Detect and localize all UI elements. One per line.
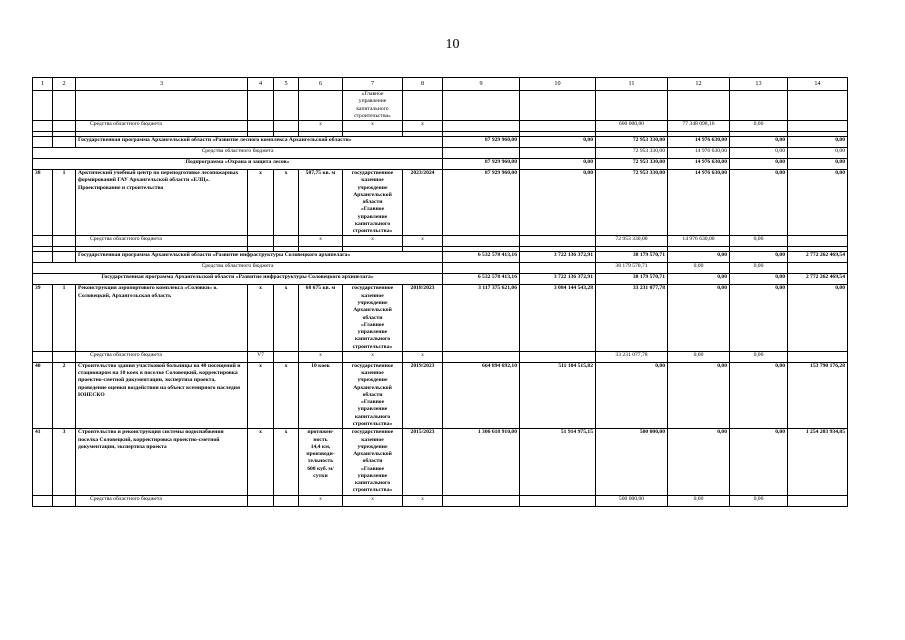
table-cell: х xyxy=(403,495,443,506)
table-cell: х xyxy=(299,351,343,362)
table-cell: 40 xyxy=(33,362,53,428)
table-cell: 587,75 кв. м xyxy=(299,170,343,236)
org-cell: государственное казенное учреждение Архангельской области «Главное управление капитального строительства» xyxy=(343,362,403,428)
table-cell: 51 914 975,15 xyxy=(520,429,596,495)
table-cell: х xyxy=(248,285,274,351)
table-cell xyxy=(443,351,520,362)
table-cell: Средства областного бюджета xyxy=(33,148,443,159)
header-row xyxy=(33,78,848,91)
table-cell: Средства областного бюджета xyxy=(76,121,248,132)
table-cell: 2 772 262 469,54 xyxy=(788,252,848,263)
table-cell xyxy=(33,91,53,121)
table-cell xyxy=(788,495,848,506)
table-cell: х xyxy=(274,170,299,236)
table-cell: 38 179 570,71 xyxy=(596,274,668,285)
table-cell xyxy=(33,236,53,247)
table-cell: Государственная программа Архангельской области «Развитие инфраструктуры Соловецкого архипелага» xyxy=(33,274,443,285)
table-cell xyxy=(443,121,520,132)
table-cell: 0,00 xyxy=(788,148,848,159)
table-cell xyxy=(53,137,76,148)
table-cell xyxy=(443,91,520,121)
col-header: 6 xyxy=(299,78,343,91)
table-cell xyxy=(33,351,53,362)
table-cell: 0,00 xyxy=(668,362,730,428)
col-header: 12 xyxy=(668,78,730,91)
table-cell: 0,00 xyxy=(730,263,788,274)
table-cell: 0,00 xyxy=(520,137,596,148)
table-cell xyxy=(76,91,248,121)
table-cell: 0,00 xyxy=(730,362,788,428)
table-cell: 41 xyxy=(33,429,53,495)
table-cell: 0,00 xyxy=(730,495,788,506)
col-header: 11 xyxy=(596,78,668,91)
table-cell: х xyxy=(299,121,343,132)
table-cell: 72 953 330,00 xyxy=(596,159,668,170)
table-cell xyxy=(403,91,443,121)
table-cell: 77 348 098,16 xyxy=(668,121,730,132)
table-cell: 0,00 xyxy=(730,148,788,159)
table-cell: 1 254 203 934,85 xyxy=(788,429,848,495)
table-row xyxy=(33,362,848,428)
table-cell: Средства областного бюджета xyxy=(76,236,248,247)
table-cell xyxy=(520,91,596,121)
table-cell: х xyxy=(343,351,403,362)
program-row xyxy=(33,137,848,148)
table-cell xyxy=(520,121,596,132)
table-cell xyxy=(668,91,730,121)
page-number: 10 xyxy=(445,37,460,52)
table-cell: 0,00 xyxy=(730,351,788,362)
table-cell: х xyxy=(403,236,443,247)
program-row xyxy=(33,274,848,285)
table-cell xyxy=(788,236,848,247)
table-cell: 0,00 xyxy=(730,236,788,247)
table-cell xyxy=(33,252,53,263)
table-cell: 0,00 xyxy=(788,159,848,170)
table-cell xyxy=(520,351,596,362)
table-cell xyxy=(53,236,76,247)
table-cell: 87 929 960,00 xyxy=(443,170,520,236)
table-cell: 3 117 375 621,06 xyxy=(443,285,520,351)
col-header: 13 xyxy=(730,78,788,91)
table-row xyxy=(33,429,848,495)
table-cell: Средства областного бюджета xyxy=(76,495,248,506)
table-cell: 38 xyxy=(33,170,53,236)
table-cell: 6 532 578 413,16 xyxy=(443,274,520,285)
table-cell xyxy=(274,495,299,506)
table-cell xyxy=(596,91,668,121)
table-cell: 0,00 xyxy=(668,285,730,351)
table-cell xyxy=(788,91,848,121)
col-header: 14 xyxy=(788,78,848,91)
table-cell: 0,00 xyxy=(520,159,596,170)
table-cell: 0,00 xyxy=(730,252,788,263)
table-cell xyxy=(520,495,596,506)
org-cell: государственное казенное учреждение Архангельской области «Главное управление капитального строительства» xyxy=(343,285,403,351)
table-cell xyxy=(274,91,299,121)
table-cell: 38 179 570,71 xyxy=(596,263,668,274)
table-cell: 0,00 xyxy=(788,285,848,351)
table-cell: 0,00 xyxy=(668,252,730,263)
table-cell xyxy=(53,495,76,506)
table-cell: 664 894 692,10 xyxy=(443,362,520,428)
table-cell: 511 104 515,82 xyxy=(520,362,596,428)
table-cell: 3 084 144 543,28 xyxy=(520,285,596,351)
table-cell: 0,00 xyxy=(596,362,668,428)
table-cell: 14 976 630,00 xyxy=(668,159,730,170)
table-cell xyxy=(443,495,520,506)
table-cell: 2018/2023 xyxy=(403,285,443,351)
table-cell: 2 xyxy=(53,362,76,428)
table-cell: 600 000,00 xyxy=(596,121,668,132)
table-cell xyxy=(299,91,343,121)
table-cell xyxy=(248,121,274,132)
table-cell: Строительство и реконструкция системы водоснабжения поселка Соловецкий, корректировка проектно-сметной документации, экспертиза проекта xyxy=(76,429,248,495)
table-cell: 38 179 570,71 xyxy=(596,252,668,263)
col-header: 3 xyxy=(76,78,248,91)
table-cell xyxy=(788,351,848,362)
table-cell: х xyxy=(248,362,274,428)
table-cell: 3 xyxy=(53,429,76,495)
table-cell: 2023/2024 xyxy=(403,170,443,236)
table-cell: 39 xyxy=(33,285,53,351)
program-row xyxy=(33,252,848,263)
source-row xyxy=(33,121,848,132)
table-cell: 72 953 330,00 xyxy=(596,148,668,159)
col-header: 10 xyxy=(520,78,596,91)
table-cell: Арктический учебный центр по переподготовке лесопожарных формирований ГАУ Архангельской области «ЕЛЦ». Проектирование и строительство xyxy=(76,170,248,236)
table-cell xyxy=(248,495,274,506)
table-cell: 3 722 136 372,91 xyxy=(520,252,596,263)
table-cell: Строительство здания участковой больницы на 40 посещений и стационаром на 10 коек в поселке Соловецкий, корректировка проектно-сметной документации, экспертиза проекта, проведение оценки воздействия на объект всемирного наследия ЮНЕСКО xyxy=(76,362,248,428)
table-cell: х xyxy=(274,429,299,495)
table-cell: 72 953 330,00 xyxy=(596,137,668,148)
table-cell xyxy=(33,495,53,506)
table-cell: Государственная программа Архангельской области «Развитие инфраструктуры Соловецкого архипелага» xyxy=(76,252,443,263)
budget-table xyxy=(32,77,848,507)
table-cell xyxy=(53,252,76,263)
table-cell: 2019/2023 xyxy=(403,362,443,428)
table-cell xyxy=(520,148,596,159)
table-cell xyxy=(788,263,848,274)
table-cell: х xyxy=(299,236,343,247)
org-cell: государственное казенное учреждение Архангельской области «Главное управление капитального строительства» xyxy=(343,170,403,236)
table-cell: 72 953 330,00 xyxy=(596,170,668,236)
table-cell: 153 790 176,28 xyxy=(788,362,848,428)
table-cell xyxy=(53,351,76,362)
table-cell: 0,00 xyxy=(730,285,788,351)
table-cell: 0,00 xyxy=(668,263,730,274)
table-cell: х xyxy=(299,495,343,506)
table-cell: 1 306 618 910,00 xyxy=(443,429,520,495)
source-row xyxy=(33,351,848,362)
table-cell: 0,00 xyxy=(730,137,788,148)
table-cell: Средства областного бюджета xyxy=(33,263,443,274)
col-header: 9 xyxy=(443,78,520,91)
subprogram-row xyxy=(33,159,848,170)
table-cell: х xyxy=(343,495,403,506)
source-row xyxy=(33,148,848,159)
table-cell xyxy=(53,91,76,121)
table-cell xyxy=(274,121,299,132)
col-header: 5 xyxy=(274,78,299,91)
table-cell: 1 xyxy=(53,170,76,236)
table-cell: х xyxy=(274,362,299,428)
table-cell: Подпрограмма «Охрана и защита лесов» xyxy=(33,159,443,170)
table-cell xyxy=(520,236,596,247)
col-header: 4 xyxy=(248,78,274,91)
org-cell: «Главное управление капитального строительства» xyxy=(343,91,403,121)
table-cell: 14 976 630,00 xyxy=(668,170,730,236)
table-cell: 87 929 960,00 xyxy=(443,159,520,170)
table-cell: 0,00 xyxy=(730,170,788,236)
table-cell: Государственная программа Архангельской области «Развитие лесного комплекса Архангельской области» xyxy=(76,137,443,148)
table-cell xyxy=(248,236,274,247)
org-cell: государственное казенное учреждение Архангельской области «Главное управление капитального строительства» xyxy=(343,429,403,495)
table-cell: 500 000,00 xyxy=(596,429,668,495)
table-cell: 0,00 xyxy=(730,429,788,495)
table-cell: х xyxy=(343,121,403,132)
table-row xyxy=(33,285,848,351)
table-cell: 33 231 077,78 xyxy=(596,285,668,351)
table-cell xyxy=(33,121,53,132)
table-cell: 500 000,00 xyxy=(596,495,668,506)
source-row xyxy=(33,495,848,506)
table-cell xyxy=(443,263,520,274)
table-cell xyxy=(788,121,848,132)
table-cell: 0,00 xyxy=(788,170,848,236)
col-header: 1 xyxy=(33,78,53,91)
table-cell: х xyxy=(403,351,443,362)
table-cell: 2015/2023 xyxy=(403,429,443,495)
table-cell: 2 772 262 469,54 xyxy=(788,274,848,285)
table-cell: 1 xyxy=(53,285,76,351)
table-cell xyxy=(274,236,299,247)
col-header: 7 xyxy=(343,78,403,91)
table-cell: 6 532 578 413,16 xyxy=(443,252,520,263)
table-cell xyxy=(53,121,76,132)
table-cell: 3 722 136 372,91 xyxy=(520,274,596,285)
table-cell: 68 675 кв. м xyxy=(299,285,343,351)
capacity-cell: протяжен- ность 14,4 км, производи- тельность 600 куб. м/ сутки xyxy=(299,429,343,495)
table-cell: 0,00 xyxy=(730,274,788,285)
table-cell xyxy=(33,137,53,148)
table-cell: х xyxy=(248,170,274,236)
table-cell: х xyxy=(248,429,274,495)
table-cell xyxy=(274,351,299,362)
table-cell xyxy=(520,263,596,274)
table-cell: 33 231 077,78 xyxy=(596,351,668,362)
table-cell: Реконструкция аэропортового комплекса «Соловки» о. Соловецкий, Архангельская область xyxy=(76,285,248,351)
table-cell: 0,00 xyxy=(520,170,596,236)
col-header: 8 xyxy=(403,78,443,91)
source-row xyxy=(33,263,848,274)
table-cell: 10 коек xyxy=(299,362,343,428)
table-cell xyxy=(443,236,520,247)
table-cell: 0,00 xyxy=(668,351,730,362)
table-cell: х xyxy=(403,121,443,132)
table-cell: 87 929 960,00 xyxy=(443,137,520,148)
table-cell: 14 976 630,00 xyxy=(668,236,730,247)
table-cell: 0,00 xyxy=(730,121,788,132)
table-cell: 0,00 xyxy=(668,495,730,506)
table-row xyxy=(33,170,848,236)
table-cell: V7 xyxy=(248,351,274,362)
table-cell: Средства областного бюджета xyxy=(76,351,248,362)
table-cell: 72 953 330,00 xyxy=(596,236,668,247)
table-cell: х xyxy=(274,285,299,351)
source-row xyxy=(33,236,848,247)
table-cell: 14 976 630,00 xyxy=(668,148,730,159)
table-cell: х xyxy=(343,236,403,247)
table-cell: 0,00 xyxy=(788,137,848,148)
table-row xyxy=(33,91,848,121)
table-cell: 0,00 xyxy=(668,429,730,495)
table-cell xyxy=(730,91,788,121)
table-cell xyxy=(248,91,274,121)
table-cell: 0,00 xyxy=(668,274,730,285)
col-header: 2 xyxy=(53,78,76,91)
table-cell: 14 976 630,00 xyxy=(668,137,730,148)
table-cell xyxy=(443,148,520,159)
table-cell: 0,00 xyxy=(730,159,788,170)
